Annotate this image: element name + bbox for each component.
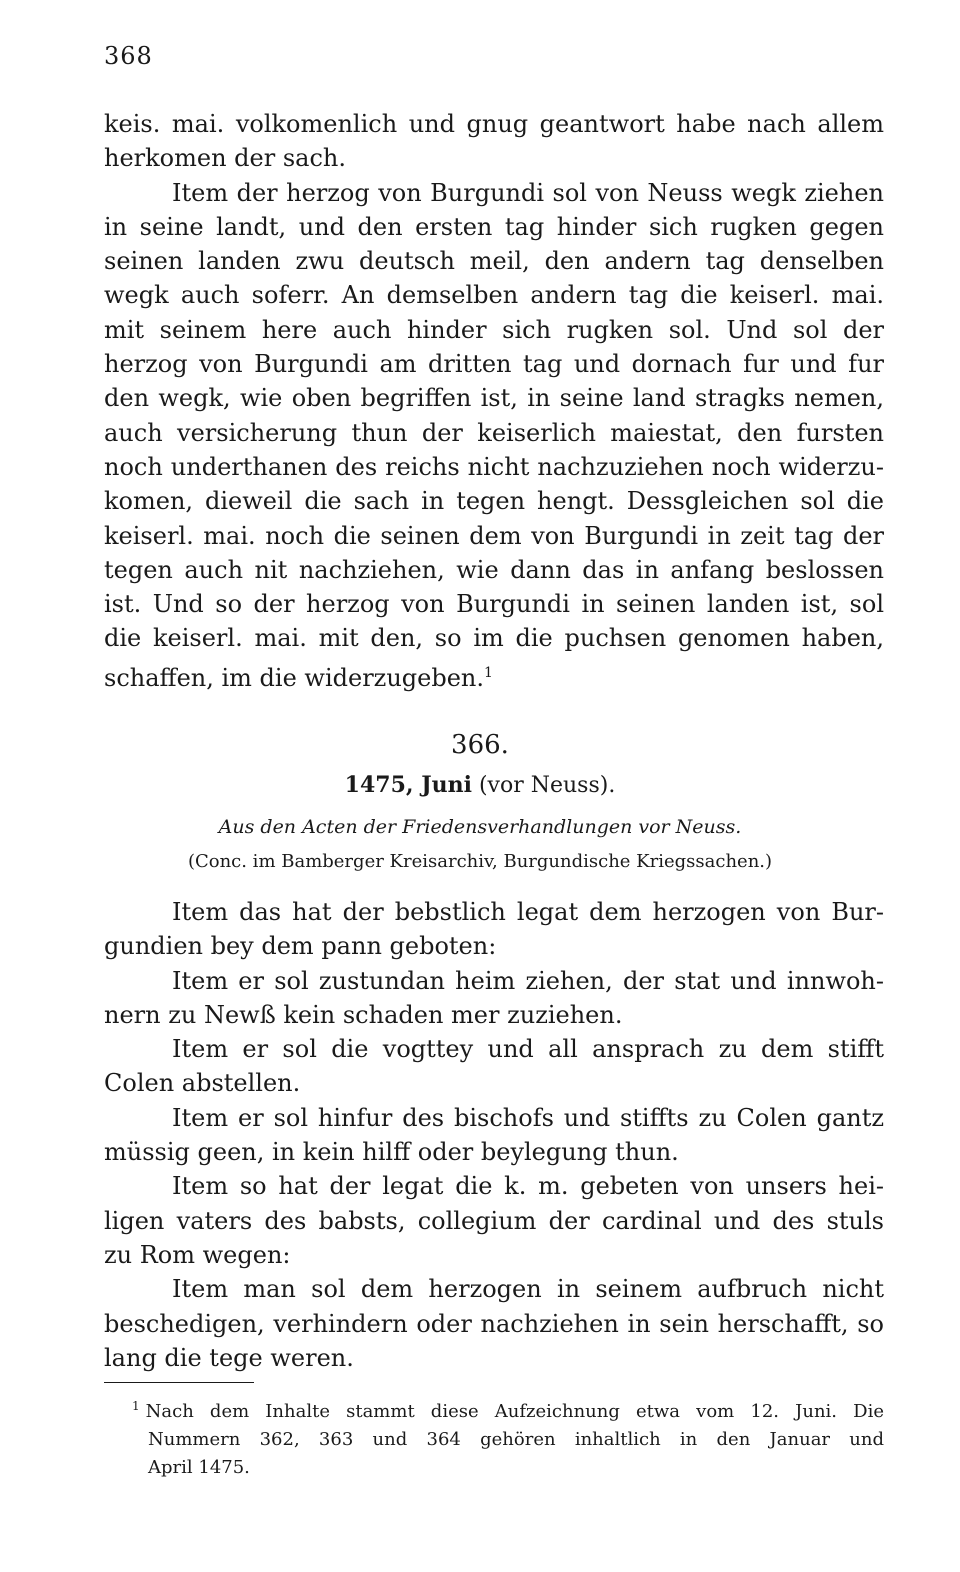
- text-line: wegk auch soferr. An demselben andern tag die keiserl. mai.: [104, 281, 884, 310]
- text-line-content: schaffen, im die widerzugeben.: [104, 663, 485, 692]
- document-date-heading: [0, 772, 960, 798]
- document-number-heading: 366.: [451, 730, 509, 760]
- footnote-line: Nummern 362, 363 und 364 gehören inhaltlich in den Januar und: [148, 1429, 884, 1450]
- text-line: nern zu Newß kein schaden mer zuziehen.: [104, 1000, 623, 1029]
- text-line: herzog von Burgundi am dritten tag und dornach fur und fur: [104, 350, 884, 379]
- text-line: beschedigen, verhindern oder nachziehen in sein herschafft, so: [104, 1309, 884, 1338]
- text-line: Item man sol dem herzogen in seinem aufbruch nicht: [172, 1275, 884, 1304]
- text-line: Item er sol hinfur des bischofs und stiffts zu Colen gantz: [172, 1103, 884, 1132]
- text-line: zu Rom wegen:: [104, 1240, 291, 1269]
- text-line: keis. mai. volkomenlich und gnug geantwort habe nach allem: [104, 110, 884, 138]
- text-line: mit seinem here auch hinder sich rugken sol. Und sol der: [104, 315, 884, 344]
- text-line: Item er sol die vogttey und all ansprach zu dem stifft: [172, 1035, 884, 1064]
- footnote-marker: 1: [132, 1399, 140, 1413]
- text-line: tegen auch nit nachziehen, wie dann das in anfang beslossen: [104, 555, 884, 584]
- text-line: keiserl. mai. noch die seinen dem von Burgundi in zeit tag der: [104, 521, 884, 550]
- text-line: Colen abstellen.: [104, 1069, 301, 1098]
- text-line: Item er sol zustundan heim ziehen, der stat und innwoh-: [172, 966, 884, 995]
- text-line: Item so hat der legat die k. m. gebeten von unsers hei-: [172, 1172, 884, 1201]
- text-line: den wegk, wie oben begriffen ist, in seine land stragks nemen,: [104, 384, 884, 413]
- footnote-reference[interactable]: 1: [484, 664, 493, 681]
- top-paragraph-block: [104, 107, 884, 695]
- text-line: herkomen der sach.: [104, 144, 346, 173]
- text-line: Item der herzog von Burgundi sol von Neuss wegk ziehen: [172, 178, 884, 207]
- text-line: ligen vaters des babsts, collegium der cardinal und des stuls: [104, 1206, 884, 1235]
- footnote-line: April 1475.: [148, 1457, 250, 1478]
- text-line: gundien bey dem pann geboten:: [104, 932, 497, 961]
- document-date: 1475, Juni: [344, 772, 472, 798]
- text-line: noch underthanen des reichs nicht nachzuziehen noch widerzu-: [104, 452, 884, 481]
- text-line: müssig geen, in kein hilff oder beylegung thun.: [104, 1138, 679, 1167]
- footnote: [104, 1392, 884, 1482]
- text-line: auch versicherung thun der keiserlich maiestat, den fursten: [104, 418, 884, 447]
- footnote-line-content: Nach dem Inhalte stammt diese Aufzeichnung etwa vom 12. Juni. Die: [145, 1401, 884, 1422]
- page-number: 368: [104, 42, 153, 70]
- text-line: komen, dieweil die sach in tegen hengt. Dessgleichen sol die: [104, 487, 884, 516]
- archive-reference: (Conc. im Bamberger Kreisarchiv, Burgundische Kriegssachen.): [187, 851, 773, 872]
- footnote-line: [104, 1392, 884, 1426]
- text-line: Item das hat der bebstlich legat dem herzogen von Bur-: [172, 898, 884, 926]
- footnote-divider: [104, 1382, 254, 1383]
- document-place: (vor Neuss).: [471, 773, 616, 798]
- bottom-paragraph-block: [104, 895, 884, 1375]
- text-line: ist. Und so der herzog von Burgundi in seinen landen ist, sol: [104, 590, 884, 619]
- document-source: Aus den Acten der Friedensverhandlungen vor Neuss.: [218, 816, 742, 838]
- text-line: seinen landen zwu deutsch meil, den andern tag denselben: [104, 247, 884, 276]
- text-line: [104, 656, 884, 695]
- text-line: in seine landt, und den ersten tag hinder sich rugken gegen: [104, 212, 884, 241]
- text-line: lang die tege weren.: [104, 1343, 354, 1372]
- text-line: die keiserl. mai. mit den, so im die puchsen genomen haben,: [104, 624, 884, 653]
